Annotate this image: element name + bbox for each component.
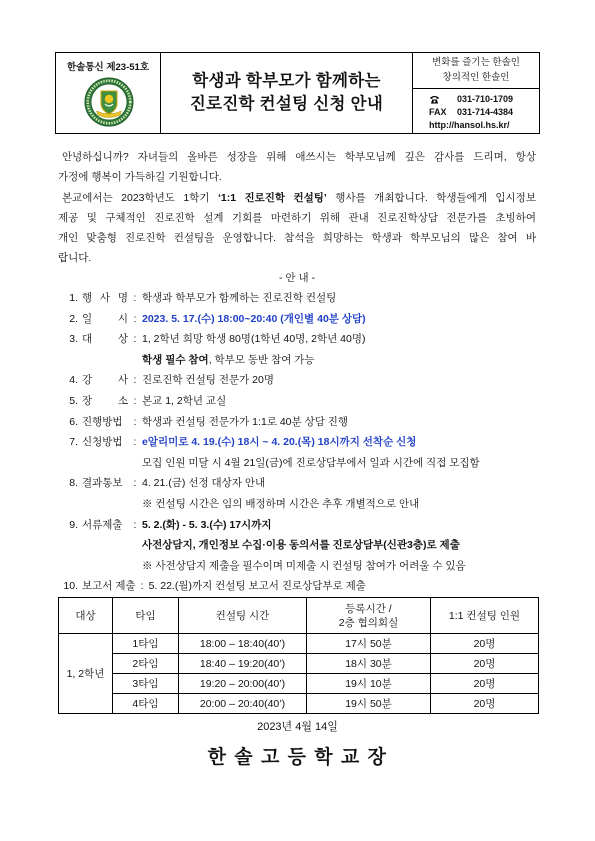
- fax-label: FAX: [429, 107, 447, 117]
- contact-block: [429, 93, 513, 132]
- issue-number: 한솔통신 제23-51호: [67, 62, 149, 73]
- paragraph-line: 안녕하십니까? 자녀들의 올바른 성장을 위해 애쓰시는 학부모님께 깊은 감사를 드리며, 항상: [62, 151, 536, 163]
- guide-item-8-note: ※ 컨설팅 시간은 임의 배정하며 시간은 추후 개별적으로 안내: [142, 497, 420, 510]
- note-text: , 학부모 동반 참여 가능: [208, 353, 315, 366]
- item-label: 신청방법: [82, 436, 123, 449]
- item-value: 학생과 학부모가 함께하는 진로진학 컨설팅: [142, 292, 337, 304]
- item-label: 강 사: [82, 374, 128, 387]
- info-divider: [413, 88, 539, 89]
- table-row: [59, 694, 539, 714]
- item-number: 10.: [63, 580, 78, 593]
- paragraph-line: 제공 및 구체적인 진로진학 설계 기회를 마련하기 위해 관내 진로진학상담 전문가를 초빙하여: [58, 212, 536, 224]
- item-separator: :: [140, 580, 144, 593]
- school-emblem-icon: [84, 77, 134, 127]
- item-label: 행 사 명: [82, 292, 128, 304]
- count-cell: 20명: [431, 654, 539, 674]
- column-header-count: 1:1 컨설팅 인원: [431, 598, 539, 634]
- guide-item-9: [58, 515, 536, 536]
- item-separator: :: [133, 312, 137, 325]
- item-separator: :: [133, 415, 137, 428]
- website-link[interactable]: http://hansol.hs.kr/: [429, 120, 510, 130]
- item-separator: :: [133, 333, 137, 346]
- schedule-table: [58, 597, 539, 714]
- item-number: 4.: [69, 374, 78, 387]
- column-header-target: 대상: [59, 598, 113, 634]
- paragraph-line: [58, 188, 536, 208]
- count-cell: 20명: [431, 674, 539, 694]
- register-time-cell: 19시 10분: [307, 674, 431, 694]
- register-time-cell: 19시 50분: [307, 694, 431, 714]
- item-number: 9.: [69, 518, 78, 531]
- item-separator: :: [133, 394, 137, 407]
- table-row: [59, 654, 539, 674]
- item-value: 학생과 컨설팅 전문가가 1:1로 40분 상담 진행: [142, 415, 349, 428]
- paragraph-line: 개인 맞춤형 진로진학 컨설팅을 운영합니다. 참석을 희망하는 학생과 학부모님의 많은 참여 바: [58, 232, 536, 244]
- item-value: 본교 1, 2학년 교실: [142, 394, 227, 407]
- item-value: 5. 22.(월)까지 컨설팅 보고서 진로상담부로 제출: [148, 580, 366, 593]
- item-label: 결과통보: [82, 477, 123, 490]
- item-number: 8.: [69, 477, 78, 490]
- item-label: 장 소: [82, 394, 128, 407]
- target-cell: 1, 2학년: [59, 634, 113, 714]
- table-row: [59, 674, 539, 694]
- item-separator: :: [133, 477, 137, 490]
- header-box: [55, 52, 540, 134]
- slot-cell: 2타임: [113, 654, 179, 674]
- phone-number: 031-710-1709: [457, 94, 514, 104]
- item-number: 2.: [69, 312, 78, 325]
- item-value: 2023. 5. 17.(수) 18:00~20:40 (개인별 40분 상담): [142, 312, 366, 325]
- guide-item-4: [58, 370, 536, 391]
- item-number: 1.: [69, 292, 78, 304]
- paragraph-line: 가정에 행복이 가득하길 기원합니다.: [58, 171, 222, 183]
- text-run: 행사를 개최합니다. 학생들에게 입시정보: [326, 192, 536, 204]
- document-title: [161, 70, 412, 116]
- title-line-1: 학생과 학부모가 함께하는: [192, 72, 381, 90]
- principal-signature: 한 솔 고 등 학 교 장: [207, 747, 388, 768]
- count-cell: 20명: [431, 634, 539, 654]
- item-number: 7.: [69, 436, 78, 449]
- website-row: [429, 119, 513, 132]
- consult-time-cell: 19:20 – 20:00(40’): [179, 674, 307, 694]
- header-title-cell: [161, 53, 413, 133]
- notice-body: [58, 147, 536, 597]
- text-run: 본교에서는 2023학년도 1학기: [62, 192, 218, 204]
- slot-cell: 1타임: [113, 634, 179, 654]
- consult-time-cell: 20:00 – 20:40(40’): [179, 694, 307, 714]
- slot-cell: 3타임: [113, 674, 179, 694]
- item-number: 6.: [69, 415, 78, 428]
- note-emphasis: 학생 필수 참여: [142, 353, 209, 366]
- item-value: e알리미로 4. 19.(수) 18시 ~ 4. 20.(목) 18시까지 선착순 신청: [142, 436, 417, 449]
- guide-heading: - 안 내 -: [278, 272, 316, 284]
- guide-item-5: [58, 391, 536, 412]
- phone-icon: [429, 95, 457, 104]
- motto-line-1: 변화를 즐기는 한솔인: [432, 57, 520, 68]
- count-cell: 20명: [431, 694, 539, 714]
- table-row: [59, 634, 539, 654]
- guide-item-8: [58, 473, 536, 494]
- purpose-paragraph: [58, 188, 536, 268]
- fax-row: [429, 106, 513, 119]
- item-label: 진행방법: [82, 415, 123, 428]
- item-separator: :: [133, 292, 137, 304]
- guide-list: [58, 288, 536, 597]
- item-separator: :: [133, 518, 137, 531]
- title-line-2: 진로진학 컨설팅 신청 안내: [189, 95, 384, 113]
- event-name-emphasis: ‘1:1 진로진학 컨설팅’: [217, 192, 327, 204]
- consult-time-cell: 18:00 – 18:40(40’): [179, 634, 307, 654]
- guide-item-3-note: [58, 350, 536, 371]
- table-header-row: [59, 598, 539, 634]
- motto-line-2: 창의적인 한솔인: [442, 72, 510, 83]
- header-left-cell: [56, 53, 161, 133]
- greeting-paragraph: [58, 147, 536, 187]
- item-separator: :: [133, 436, 137, 449]
- header-line: 2층 협의회실: [338, 616, 399, 629]
- consult-time-cell: 18:40 – 19:20(40’): [179, 654, 307, 674]
- guide-item-3: [58, 329, 536, 350]
- column-header-slot: 타임: [113, 598, 179, 634]
- header-info-cell: [413, 53, 539, 133]
- issue-date: 2023년 4월 14일: [257, 721, 338, 733]
- phone-row: [429, 93, 513, 106]
- item-separator: :: [133, 374, 137, 387]
- paragraph-line: 랍니다.: [58, 252, 92, 264]
- school-motto: [413, 55, 539, 85]
- guide-item-9-note-bold: 사전상담지, 개인정보 수집·이용 동의서를 진로상담부(신관3층)로 제출: [142, 539, 460, 552]
- item-number: 5.: [69, 394, 78, 407]
- item-value: 진로진학 컨설팅 전문가 20명: [142, 374, 275, 387]
- item-number: 3.: [69, 333, 78, 346]
- guide-item-1: [58, 288, 536, 309]
- guide-item-10: [58, 576, 536, 597]
- item-label: 보고서 제출: [82, 580, 136, 593]
- guide-item-6: [58, 412, 536, 433]
- column-header-consult-time: 컨설팅 시간: [179, 598, 307, 634]
- header-line: 등록시간 /: [345, 602, 392, 615]
- register-time-cell: 18시 30분: [307, 654, 431, 674]
- item-label: 대 상: [82, 333, 128, 346]
- guide-item-7-note: 모집 인원 미달 시 4월 21일(금)에 진로상담부에서 일과 시간에 직접 모집함: [142, 456, 480, 469]
- item-label: 서류제출: [82, 518, 123, 531]
- fax-number: 031-714-4384: [457, 107, 514, 117]
- item-value: 4. 21.(금) 선정 대상자 안내: [142, 477, 266, 490]
- guide-item-2: [58, 309, 536, 330]
- guide-item-7: [58, 432, 536, 453]
- slot-cell: 4타임: [113, 694, 179, 714]
- item-label: 일 시: [82, 312, 128, 325]
- guide-item-9-note: ※ 사전상담지 제출을 필수이며 미제출 시 컨설팅 참여가 어려울 수 있음: [142, 559, 466, 572]
- column-header-register-time: [307, 598, 431, 634]
- item-value: 1, 2학년 희망 학생 80명(1학년 40명, 2학년 40명): [142, 333, 366, 346]
- register-time-cell: 17시 50분: [307, 634, 431, 654]
- item-value: 5. 2.(화) - 5. 3.(수) 17시까지: [142, 518, 272, 531]
